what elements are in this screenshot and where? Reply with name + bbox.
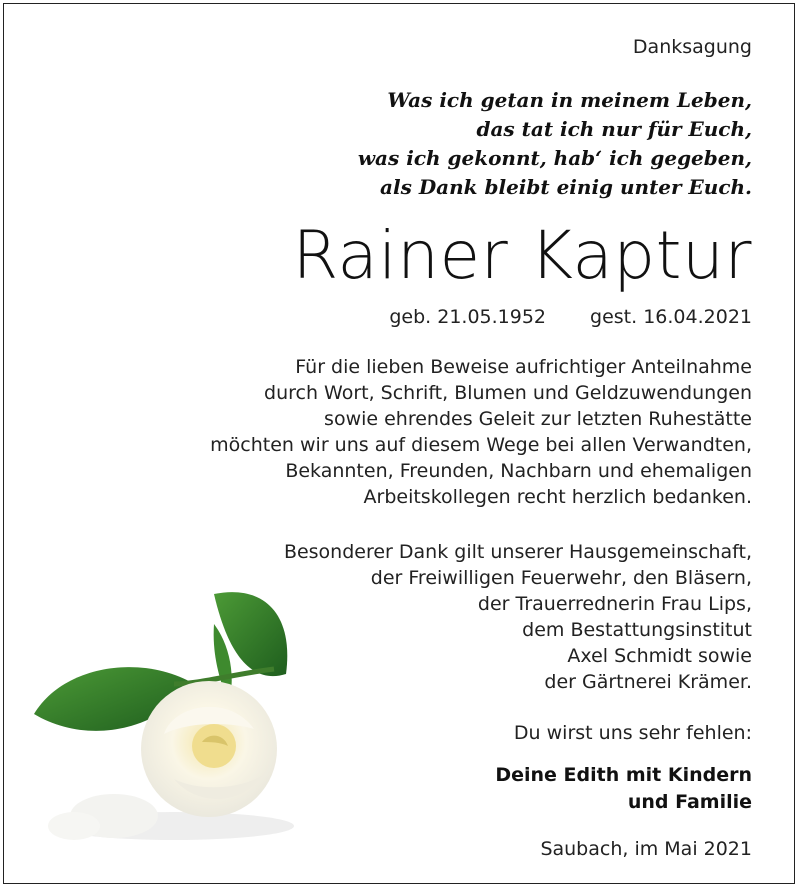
poem-line: was ich gekonnt, hab‘ ich gegeben, bbox=[357, 146, 752, 170]
place-date: Saubach, im Mai 2021 bbox=[540, 838, 752, 860]
obituary-card bbox=[3, 3, 795, 884]
heading-danksagung: Danksagung bbox=[632, 36, 752, 58]
text-line: durch Wort, Schrift, Blumen und Geldzuwendungen bbox=[264, 382, 752, 404]
text-line: möchten wir uns auf diesem Wege bei allen Verwandten, bbox=[210, 434, 752, 456]
thanks-paragraph bbox=[210, 354, 752, 510]
poem-line: das tat ich nur für Euch, bbox=[476, 117, 752, 141]
text-line: der Freiwilligen Feuerwehr, den Bläsern, bbox=[370, 567, 752, 589]
text-line: der Gärtnerei Krämer. bbox=[544, 671, 752, 693]
poem-line: Was ich getan in meinem Leben, bbox=[387, 88, 752, 112]
text-line: Bekannten, Freunden, Nachbarn und ehemaligen bbox=[285, 460, 752, 482]
text-line: der Trauerrednerin Frau Lips, bbox=[477, 593, 752, 615]
poem bbox=[358, 86, 752, 202]
signature-line: und Familie bbox=[627, 791, 752, 813]
closing-line: Du wirst uns sehr fehlen: bbox=[513, 722, 752, 744]
white-rose-image bbox=[24, 564, 324, 854]
text-line: Für die lieben Beweise aufrichtiger Anteilnahme bbox=[295, 356, 752, 378]
text-line: dem Bestattungsinstitut bbox=[522, 619, 752, 641]
text-line: Arbeitskollegen recht herzlich bedanken. bbox=[363, 486, 752, 508]
birth-date: geb. 21.05.1952 bbox=[389, 306, 547, 328]
signature-line: Deine Edith mit Kindern bbox=[495, 764, 752, 786]
death-date: gest. 16.04.2021 bbox=[590, 306, 752, 328]
life-dates bbox=[389, 306, 752, 328]
poem-line: als Dank bleibt einig unter Euch. bbox=[380, 175, 752, 199]
deceased-name: Rainer Kaptur bbox=[292, 217, 752, 294]
text-line: sowie ehrendes Geleit zur letzten Ruhestätte bbox=[324, 408, 752, 430]
text-line: Besonderer Dank gilt unserer Hausgemeinschaft, bbox=[283, 541, 752, 563]
special-thanks-paragraph bbox=[284, 539, 752, 695]
signature bbox=[495, 762, 752, 816]
text-line: Axel Schmidt sowie bbox=[567, 645, 752, 667]
